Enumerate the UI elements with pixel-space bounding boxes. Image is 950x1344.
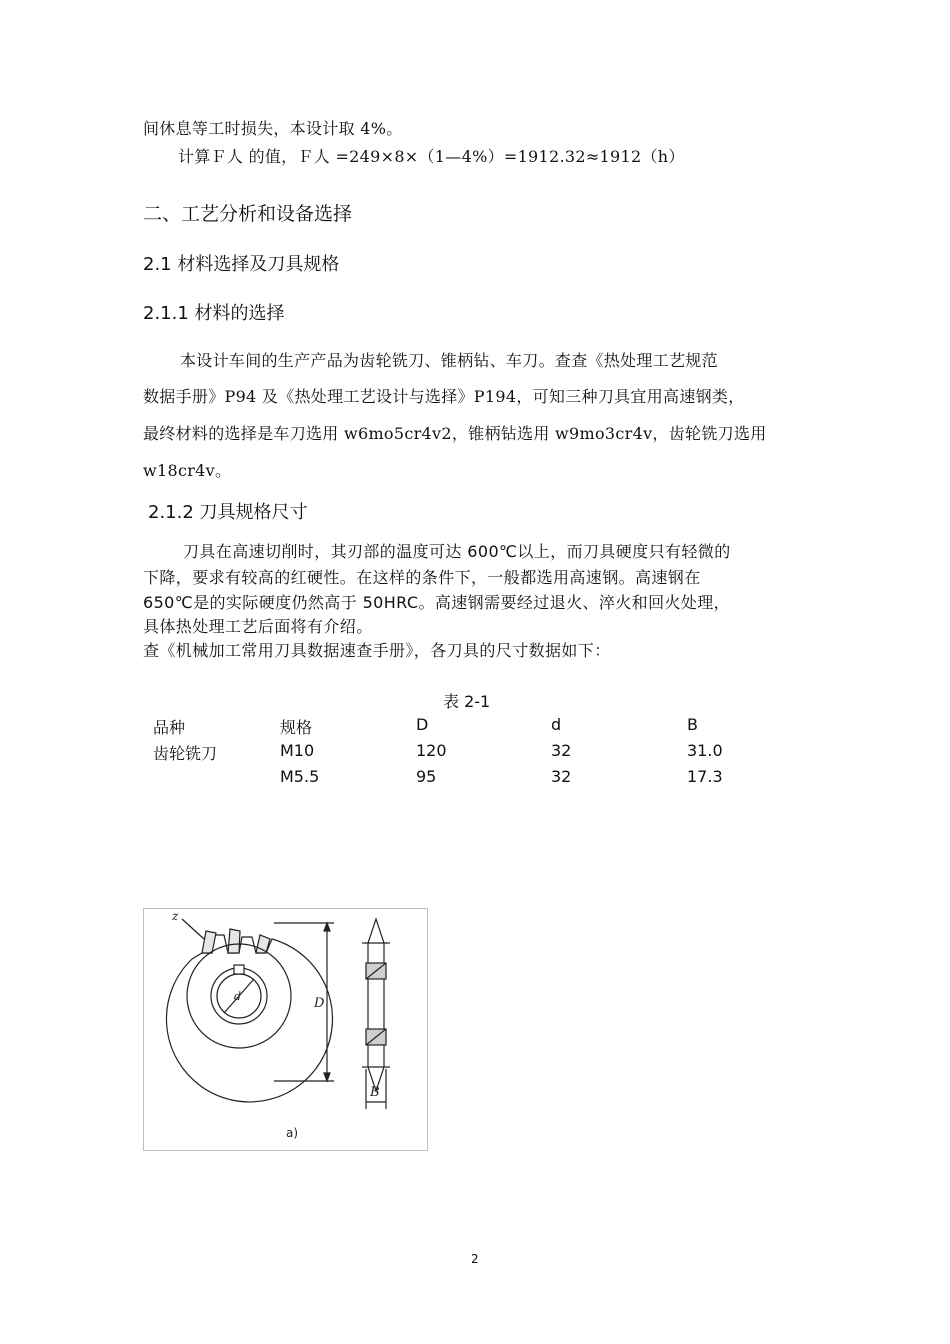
- table-cell: 31.0: [687, 741, 723, 760]
- side-profile: [368, 919, 384, 1091]
- z-leader: [182, 919, 204, 939]
- section-title: 二、工艺分析和设备选择: [143, 203, 353, 225]
- table-header-cell: B: [687, 715, 698, 734]
- front-view: [166, 919, 334, 1102]
- table-caption: 表 2-1: [443, 692, 491, 711]
- para-212-line-2: 下降，要求有较高的红硬性。在这样的条件下，一般都选用高速钢。高速钢在: [143, 568, 701, 587]
- table-cell: 95: [416, 767, 437, 786]
- page-number: 2: [471, 1252, 479, 1266]
- table-cell: 17.3: [687, 767, 723, 786]
- table-cell: 32: [551, 741, 572, 760]
- cutter-figure: [143, 908, 428, 1151]
- subsection-2-1-1-title: 2.1.1 材料的选择: [143, 303, 285, 324]
- cutter-drawing: [144, 909, 427, 1150]
- figure-label: a): [286, 1126, 299, 1140]
- table-cell: 32: [551, 767, 572, 786]
- para-211-line-3: 最终材料的选择是车刀选用 w6mo5cr4v2，锥柄钻选用 w9mo3cr4v，齿轮铣刀选用: [143, 424, 767, 443]
- width-B-letter: B: [370, 1085, 380, 1100]
- table-cell: M5.5: [280, 767, 320, 786]
- table-cell: 齿轮铣刀: [153, 744, 218, 763]
- subsection-2-1-title: 2.1 材料选择及刀具规格: [143, 254, 340, 275]
- para-212-line-4: 具体热处理工艺后面将有介绍。: [143, 617, 373, 636]
- para-212-line-3: 650℃是的实际硬度仍然高于 50HRC。高速钢需要经过退火、淬火和回火处理，: [143, 593, 731, 612]
- para-212-line-5: 查《机械加工常用刀具数据速查手册》，各刀具的尺寸数据如下：: [143, 641, 611, 660]
- tooth: [228, 929, 240, 953]
- side-view: [362, 919, 390, 1109]
- table-cell: M10: [280, 741, 315, 760]
- keyway: [234, 965, 244, 974]
- para-211-line-4: w18cr4v。: [143, 461, 232, 480]
- d-dim-arrow-bottom: [324, 1073, 330, 1081]
- intro-line-1: 间休息等工时损失，本设计取 4%。: [143, 119, 403, 138]
- para-211-line-2: 数据手册》P94 及《热处理工艺设计与选择》P194，可知三种刀具宜用高速钢类，: [143, 387, 745, 406]
- para-211-line-1: 本设计车间的生产产品为齿轮铣刀、锥柄钻、车刀。查查《热处理工艺规范: [180, 351, 718, 370]
- table-header-cell: 规格: [280, 718, 313, 737]
- table-header-cell: d: [551, 715, 562, 734]
- intro-line-2: 计算Ｆ人 的值，Ｆ人 =249×8×（1—4%）=1912.32≈1912（h）: [178, 147, 685, 166]
- table-cell: 120: [416, 741, 447, 760]
- bore-d-letter: d: [234, 990, 242, 1003]
- diameter-D-letter: D: [314, 996, 325, 1011]
- table-header-cell: 品种: [153, 718, 186, 737]
- z-letter: z: [172, 909, 179, 923]
- subsection-2-1-2-title: 2.1.2 刀具规格尺寸: [148, 502, 308, 523]
- table-header-cell: D: [416, 715, 429, 734]
- disc-outline: [166, 935, 332, 1102]
- para-212-line-1: 刀具在高速切削时，其刃部的温度可达 600℃以上，而刀具硬度只有轻微的: [183, 542, 731, 561]
- d-dim-arrow-top: [324, 923, 330, 931]
